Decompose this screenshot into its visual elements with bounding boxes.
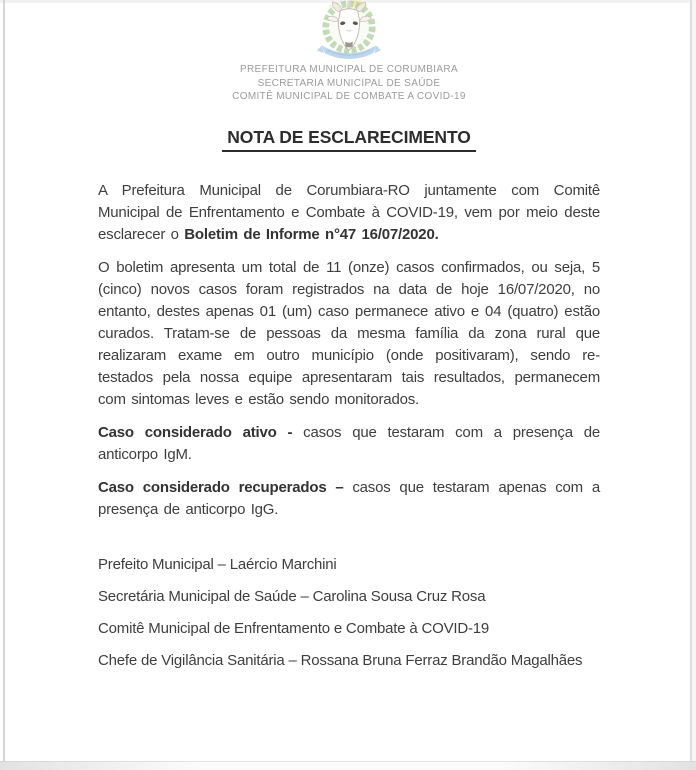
document-title: NOTA DE ESCLARECIMENTO [222, 127, 475, 152]
org-line-comite: COMITÊ MUNICIPAL DE COMBATE A COVID-19 [232, 91, 466, 102]
intro-text: A Prefeitura Municipal de Corumbiara-RO juntamente com Comitê Municipal de Enfrentamento e Combate à COVID-19, vem por meio deste esclarecer o [98, 181, 600, 243]
coat-of-arms-icon [310, 0, 388, 60]
active-case-text: casos que testaram com a presença de anticorpo IgM. [98, 423, 600, 463]
document-header [98, 0, 600, 104]
paragraph-recovered-case-definition [98, 477, 600, 521]
paragraph-active-case-definition [98, 422, 600, 466]
org-line-prefeitura: PREFEITURA MUNICIPAL DE CORUMBIARA [239, 64, 459, 75]
signature-mayor: Prefeito Municipal – Laércio Marchini [98, 555, 337, 573]
signature-block [98, 554, 600, 672]
paragraph-bulletin-summary: O boletim apresenta um total de 11 (onze) casos confirmados, ou seja, 5 (cinco) novos casos foram registrados na data de hoje 16/07/2020, no entanto, destes apenas 01 (um) caso permanece ativo e 04 (quatro) estão curados. Tratam-se de pessoas da mesma família da zona rural que realizaram exame em outro município (onde positivaram), sendo re-testados pela nossa equipe apresentaram tais resultados, permanecem com sintomas leves e estão sendo monitorados. [98, 258, 600, 408]
paragraph-intro [98, 180, 600, 246]
signature-sanitary-chief: Chefe de Vigilância Sanitária – Rossana Bruna Ferraz Brandão Magalhães [98, 651, 583, 669]
bulletin-reference: Boletim de Informe n°47 16/07/2020. [184, 225, 439, 243]
signature-health-secretary: Secretária Municipal de Saúde – Carolina Sousa Cruz Rosa [98, 587, 486, 605]
scan-edge-bottom [0, 761, 696, 770]
active-case-label: Caso considerado ativo - [98, 423, 304, 441]
signature-committee: Comitê Municipal de Enfrentamento e Combate à COVID-19 [98, 619, 490, 637]
document-body [98, 180, 600, 521]
recovered-case-text: casos que testaram apenas com a presença de anticorpo IgG. [98, 478, 601, 518]
recovered-case-label: Caso considerado recuperados – [98, 478, 353, 496]
org-line-secretaria: SECRETARIA MUNICIPAL DE SAÚDE [257, 77, 441, 89]
org-lines [98, 63, 600, 104]
